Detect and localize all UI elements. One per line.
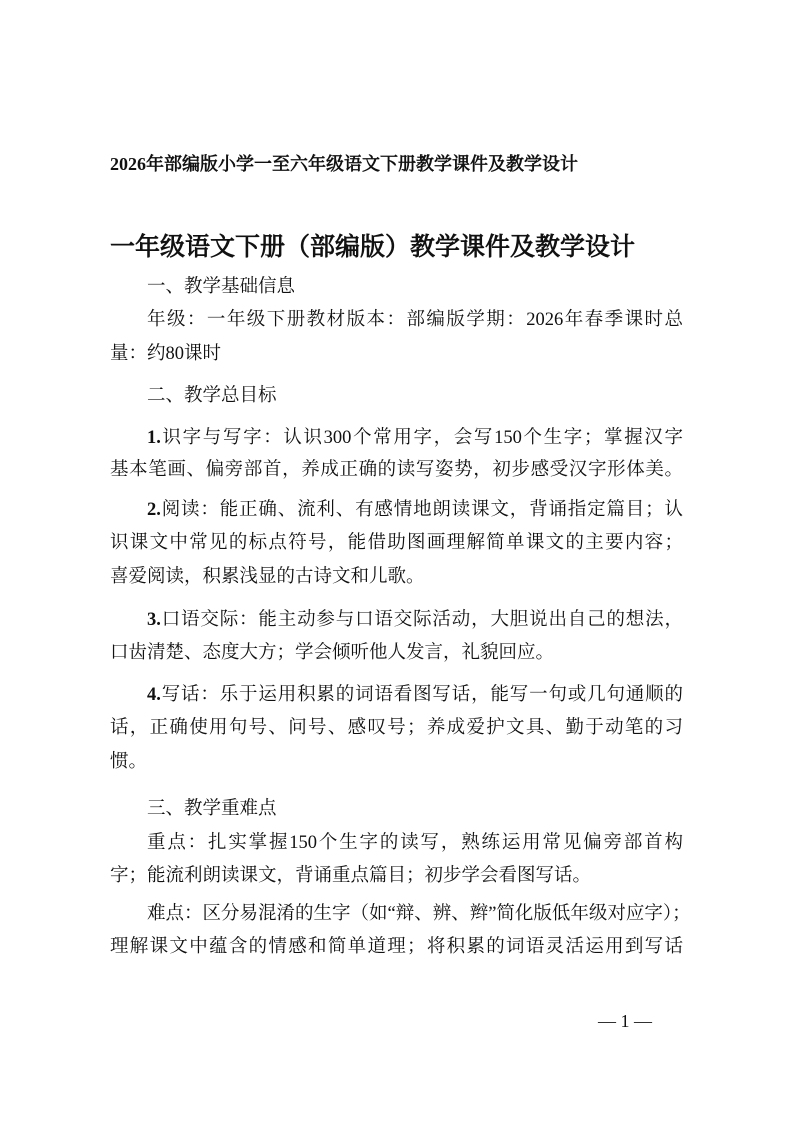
goal-text: 口语交际：能主动参与口语交际活动，大胆说出自己的想法， <box>160 610 683 630</box>
key-point-line: 字；能流利朗读课文，背诵重点篇目；初步学会看图写话。 <box>110 866 592 886</box>
goal-4-line: 惯。 <box>110 752 148 772</box>
goal-text: 阅读：能正确、流利、有感情地朗读课文，背诵指定篇目；认 <box>160 500 683 520</box>
goal-text: 识字与写字：认识300个常用字，会写150个生字；掌握汉字 <box>160 428 683 448</box>
section-2-title: 二、教学总目标 <box>147 386 277 406</box>
goal-4-line: 话，正确使用句号、问号、感叹号；养成爱护文具、勤于动笔的习 <box>110 718 683 738</box>
goal-number: 4. <box>147 685 161 705</box>
goal-3-line <box>147 609 683 631</box>
basic-info-line: 年级：一年级下册教材版本：部编版学期：2026年春季课时总 <box>147 310 683 330</box>
goal-number: 3. <box>147 610 161 630</box>
basic-info-line: 量：约80课时 <box>110 344 222 364</box>
section-3-title: 三、教学重难点 <box>147 799 277 819</box>
section-1-title: 一、教学基础信息 <box>147 277 296 297</box>
key-point-line: 重点：扎实掌握150个生字的读写，熟练运用常见偏旁部首构 <box>147 833 683 853</box>
document-title: 2026年部编版小学一至六年级语文下册教学课件及教学设计 <box>110 154 578 174</box>
difficult-point-line: 理解课文中蕴含的情感和简单道理；将积累的词语灵活运用到写话 <box>110 937 683 957</box>
goal-number: 2. <box>147 500 161 520</box>
difficult-point-line: 难点：区分易混淆的生字（如“辩、辨、辫”简化版低年级对应字）； <box>147 904 691 924</box>
goal-2-line: 识课文中常见的标点符号，能借助图画理解简单课文的主要内容； <box>110 533 683 553</box>
goal-text: 写话：乐于运用积累的词语看图写话，能写一句或几句通顺的 <box>160 685 683 705</box>
page-number: — 1 — <box>598 1011 652 1031</box>
goal-4-line <box>147 684 683 706</box>
goal-1-line <box>147 427 683 449</box>
goal-2-line <box>147 499 683 521</box>
goal-1-line: 基本笔画、偏旁部首，养成正确的读写姿势，初步感受汉字形体美。 <box>110 460 683 480</box>
goal-number: 1. <box>147 428 161 448</box>
goal-3-line: 口齿清楚、态度大方；学会倾听他人发言，礼貌回应。 <box>110 643 555 663</box>
goal-2-line: 喜爱阅读，积累浅显的古诗文和儿歌。 <box>110 567 425 587</box>
section-heading: 一年级语文下册（部编版）教学课件及教学设计 <box>110 234 636 261</box>
